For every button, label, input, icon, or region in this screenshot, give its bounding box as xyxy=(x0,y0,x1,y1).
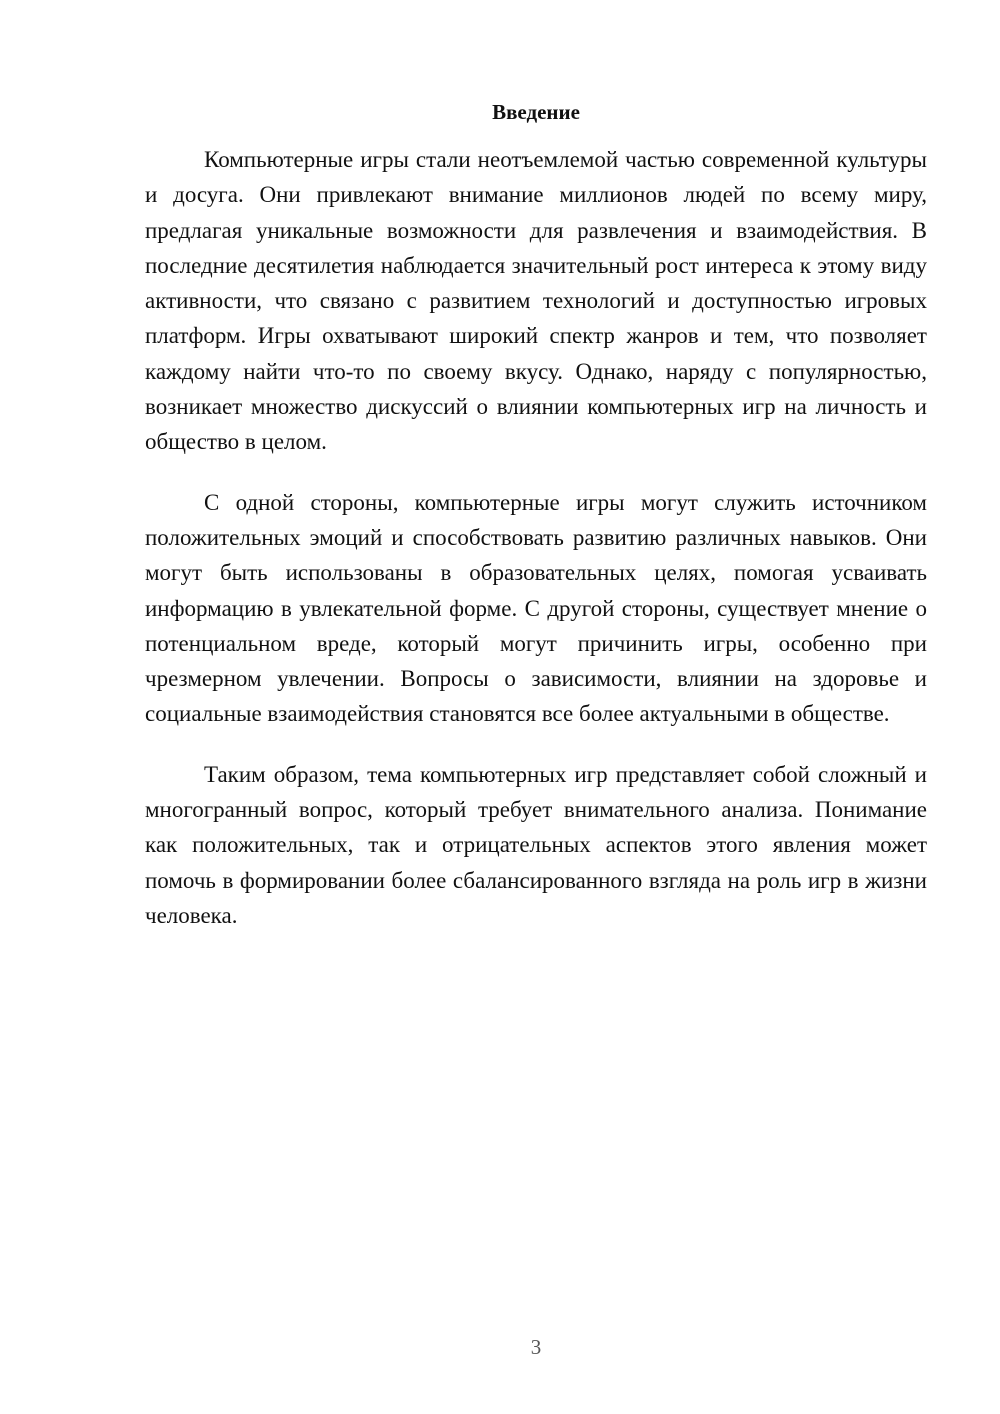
paragraph-2: С одной стороны, компьютерные игры могут служить источником положительных эмоций и способствовать развитию различных навыков. Они могут быть использованы в образовательных целях, помогая усваивать информацию в увлекательной форме. С другой стороны, существует мнение о потенциальном вреде, который могут причинить игры, особенно при чрезмерном увлечении. Вопросы о зависимости, влиянии на здоровье и социальные взаимодействия становятся все более актуальными в обществе. xyxy=(145,489,927,727)
paragraph-1: Компьютерные игры стали неотъемлемой частью современной культуры и досуга. Они привлекают внимание миллионов людей по всему миру, предлагая уникальные возможности для развлечения и взаимодействия. В последние десятилетия наблюдается значительный рост интереса к этому виду активности, что связано с развитием технологий и доступностью игровых платформ. Игры охватывают широкий спектр жанров и тем, что позволяет каждому найти что-то по своему вкусу. Однако, наряду с популярностью, возникает множество дискуссий о влиянии компьютерных игр на личность и общество в целом. xyxy=(145,147,927,455)
section-title: Введение xyxy=(492,100,580,124)
body-text xyxy=(145,142,927,958)
paragraph-3: Таким образом, тема компьютерных игр представляет собой сложный и многогранный вопрос, который требует внимательного анализа. Понимание как положительных, так и отрицательных аспектов этого явления может помочь в формировании более сбалансированного взгляда на роль игр в жизни человека. xyxy=(145,761,927,928)
page-number: 3 xyxy=(530,1335,542,1359)
